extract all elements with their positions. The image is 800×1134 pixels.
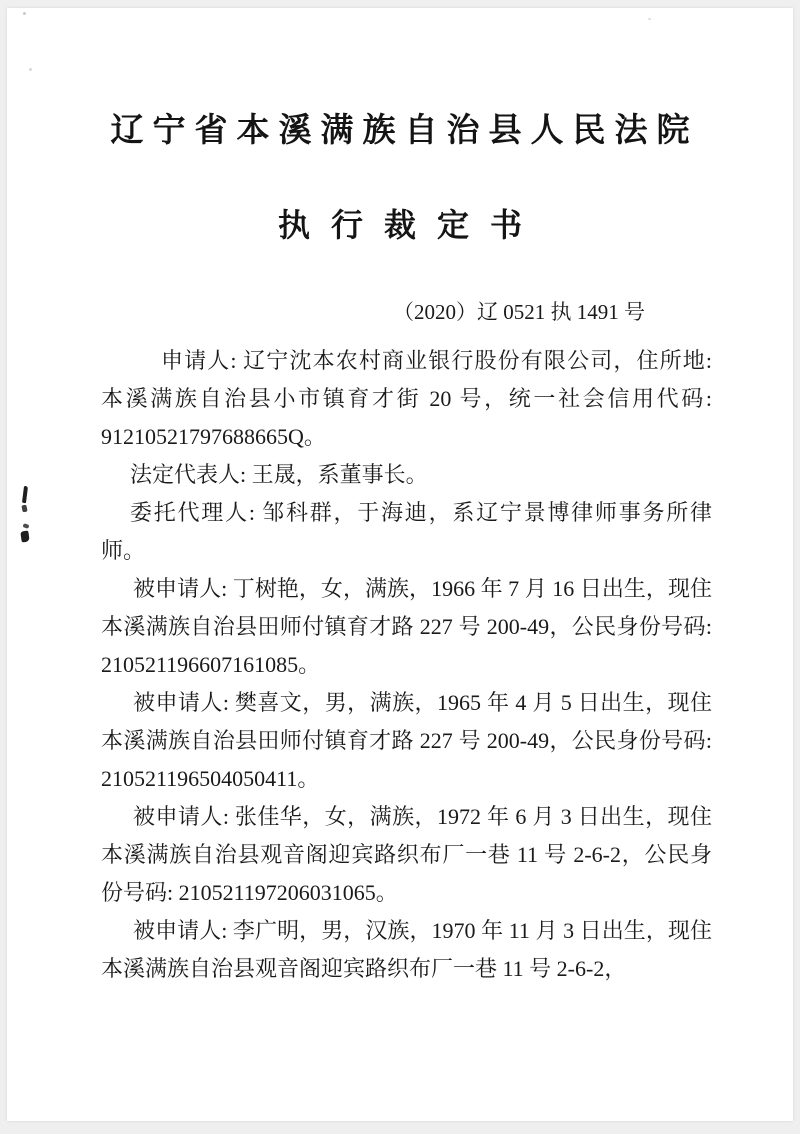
ink-smudge-mark — [21, 505, 27, 513]
scan-speck — [648, 18, 651, 20]
case-number: （2020）辽 0521 执 1491 号 — [393, 300, 645, 324]
ink-smudge-mark — [22, 486, 28, 503]
paragraph-legal-representative: 法定代表人: 王晟，系董事长。 — [130, 462, 428, 487]
court-name-heading: 辽宁省本溪满族自治县人民法院 — [110, 113, 699, 149]
ink-smudge-mark — [22, 523, 29, 529]
scan-speck — [29, 68, 32, 71]
document-page — [7, 8, 793, 1121]
paragraph-respondent-1: 被申请人: 丁树艳，女，满族，1966 年 7 月 16 日出生，现住本溪满族自治县田师付镇育才路 227 号 200-49，公民身份号码: 210521196607161085。 — [101, 576, 712, 677]
ink-smudge-mark — [20, 530, 29, 542]
paragraph-applicant: 申请人: 辽宁沈本农村商业银行股份有限公司，住所地: 本溪满族自治县小市镇育才街 20 号，统一社会信用代码: 91210521797688665Q。 — [101, 348, 712, 449]
scan-speck — [23, 12, 26, 15]
document-body — [101, 342, 712, 988]
document-title: 执行裁定书 — [277, 207, 543, 243]
paragraph-respondent-3: 被申请人: 张佳华，女，满族，1972 年 6 月 3 日出生，现住本溪满族自治县观音阁迎宾路织布厂一巷 11 号 2-6-2，公民身份号码: 210521197206031065。 — [101, 804, 712, 905]
paragraph-respondent-2: 被申请人: 樊喜文，男，满族，1965 年 4 月 5 日出生，现住本溪满族自治县田师付镇育才路 227 号 200-49，公民身份号码: 210521196504050411。 — [101, 690, 712, 791]
paragraph-attorneys: 委托代理人: 邹科群，于海迪，系辽宁景博律师事务所律师。 — [101, 500, 712, 563]
paragraph-respondent-4: 被申请人: 李广明，男，汉族，1970 年 11 月 3 日出生，现住本溪满族自治县观音阁迎宾路织布厂一巷 11 号 2-6-2， — [101, 918, 712, 981]
